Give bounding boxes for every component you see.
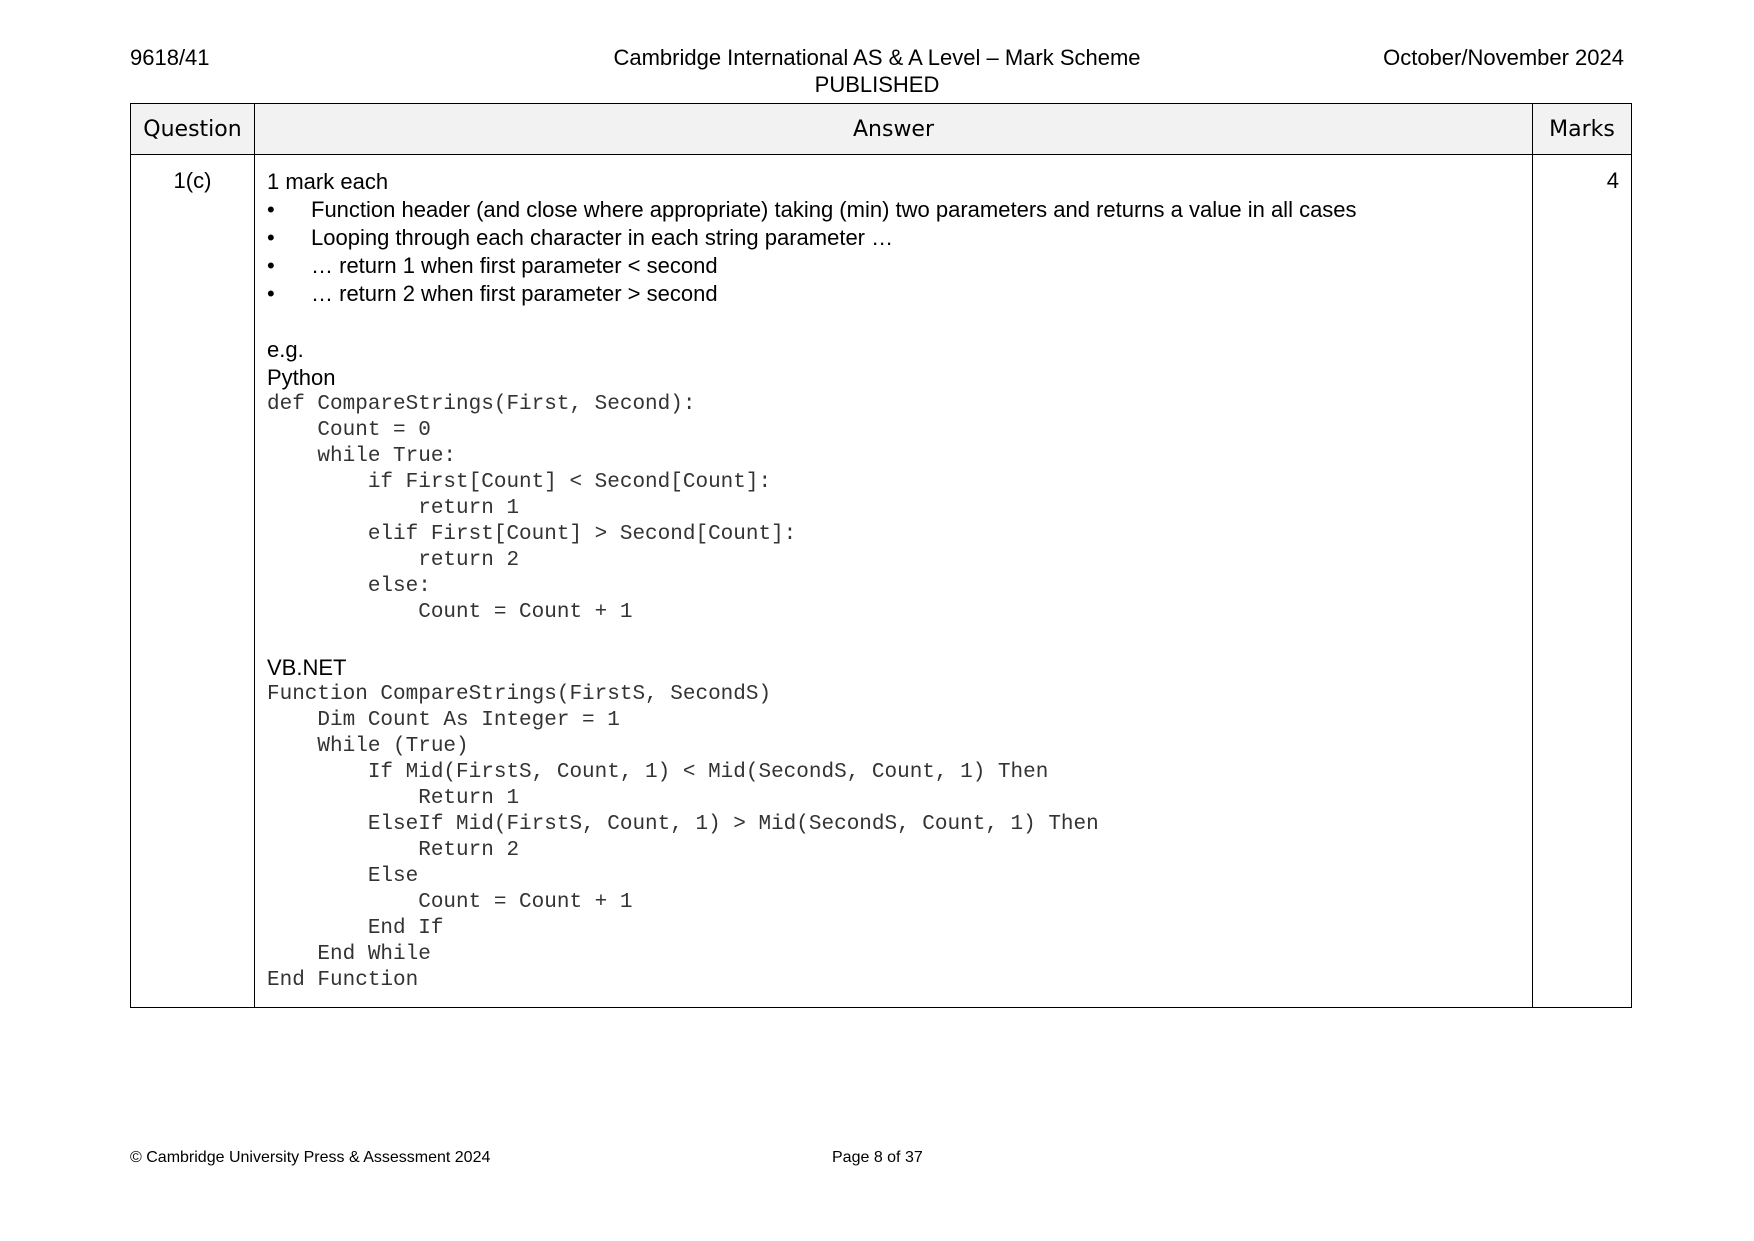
page-number: Page 8 of 37 bbox=[832, 1149, 923, 1166]
marking-point: • Looping through each character in each string parameter … bbox=[267, 224, 1522, 252]
marking-point: • Function header (and close where appropriate) taking (min) two parameters and returns a value in all cases bbox=[267, 196, 1522, 224]
python-code-block: def CompareStrings(First, Second): Count = 0 while True: if First[Count] < Second[Count]: return 1 elif First[Count] > Second[Count]: return 2 else: Count = Count + 1 bbox=[267, 393, 797, 624]
vbnet-code-block: Function CompareStrings(FirstS, SecondS) Dim Count As Integer = 1 While (True) If Mid(FirstS, Count, 1) < Mid(SecondS, Count, 1) Then Return 1 ElseIf Mid(FirstS, Count, 1) > Mid(SecondS, Count, 1) Then Return 2 Else Count = Count + 1 End If End While End Function bbox=[267, 683, 1099, 992]
column-header-answer: Answer bbox=[255, 104, 1533, 155]
python-label: Python bbox=[267, 365, 336, 390]
marking-point: • … return 1 when first parameter < second bbox=[267, 252, 1522, 280]
vbnet-label: VB.NET bbox=[267, 655, 347, 680]
exam-session: October/November 2024 bbox=[1383, 45, 1624, 70]
paper-code: 9618/41 bbox=[130, 45, 210, 70]
marking-point: • … return 2 when first parameter > second bbox=[267, 280, 1522, 308]
mark-allocation-intro: 1 mark each bbox=[267, 169, 389, 194]
marks-value: 4 bbox=[1533, 155, 1632, 1008]
table-row bbox=[131, 155, 1632, 1008]
column-header-marks: Marks bbox=[1533, 104, 1632, 155]
answer-cell bbox=[255, 155, 1533, 1008]
spacer bbox=[267, 626, 1522, 654]
spacer bbox=[267, 308, 1522, 336]
marking-points-list bbox=[267, 196, 1522, 308]
copyright-notice: © Cambridge University Press & Assessment 2024 bbox=[130, 1149, 491, 1166]
title-line-2: PUBLISHED bbox=[814, 72, 940, 97]
column-header-question: Question bbox=[131, 104, 255, 155]
table-header-row bbox=[131, 104, 1632, 155]
mark-scheme-table bbox=[130, 103, 1632, 1008]
question-number: 1(c) bbox=[131, 155, 255, 1008]
example-label: e.g. bbox=[267, 337, 304, 362]
title-line-1: Cambridge International AS & A Level – Mark Scheme bbox=[613, 45, 1141, 70]
